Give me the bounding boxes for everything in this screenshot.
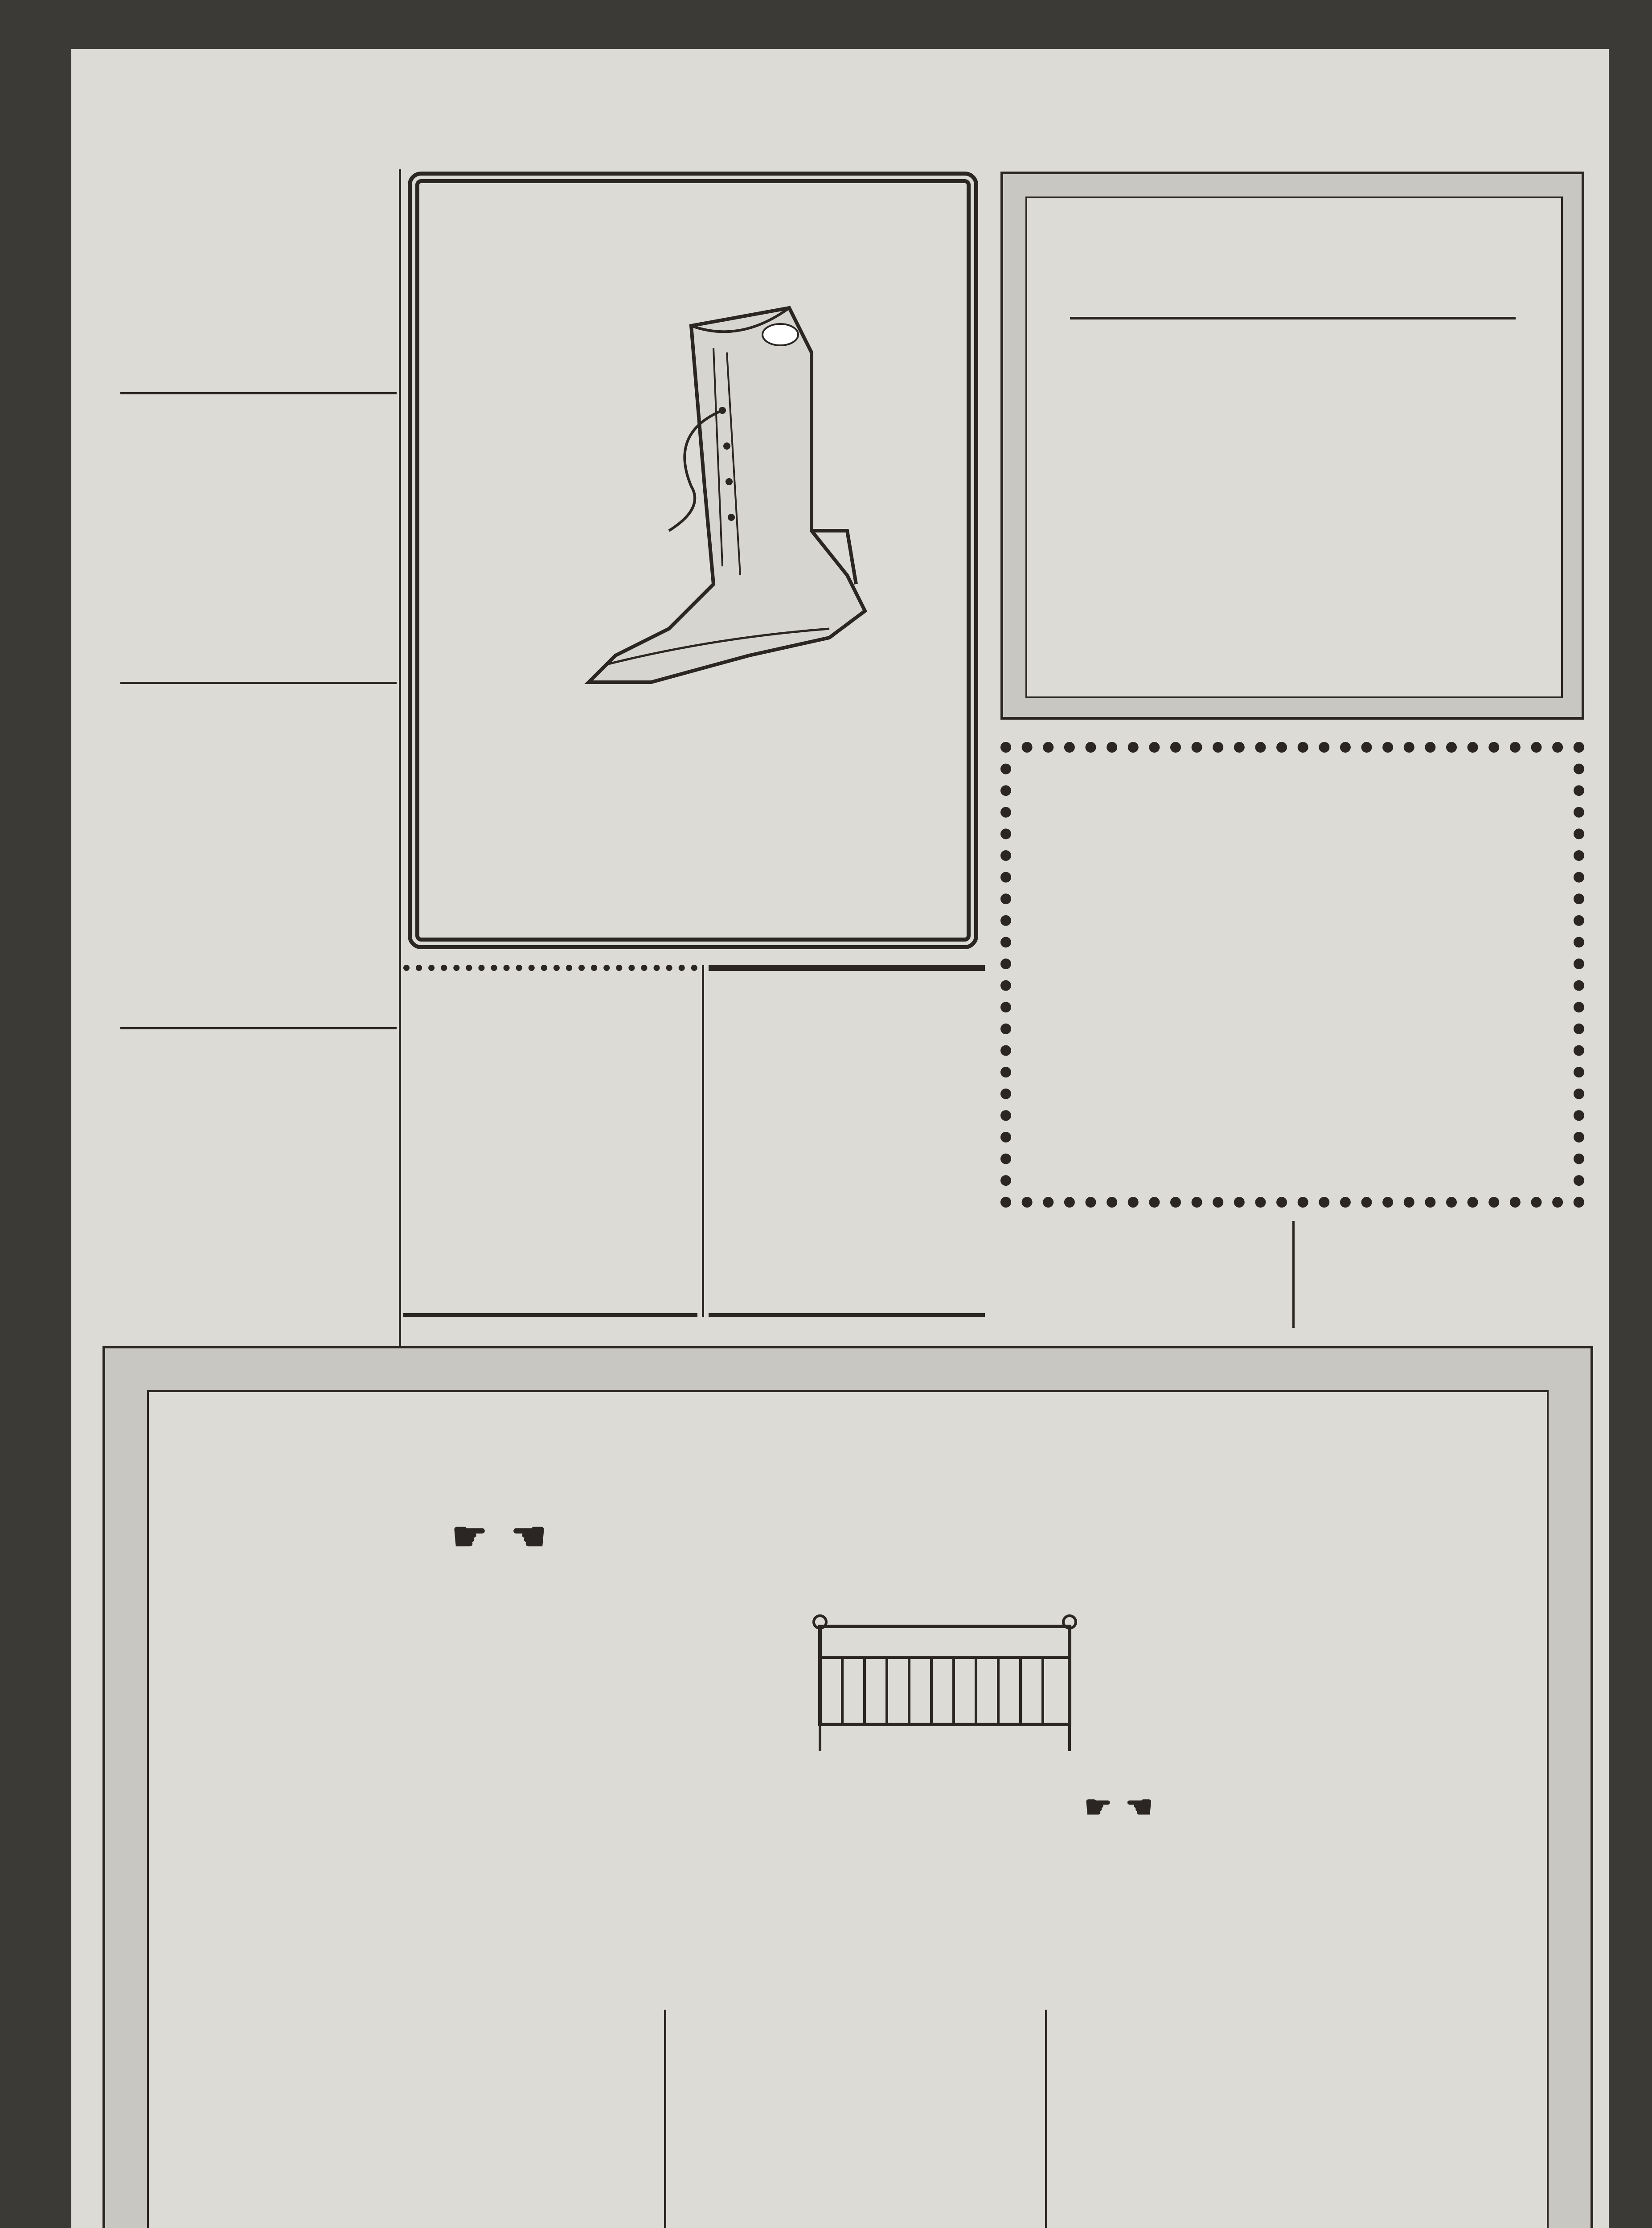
shoe-ad <box>408 172 978 949</box>
beds-offer <box>793 1497 1444 1863</box>
robes-offer <box>267 2005 646 2228</box>
wool-offer <box>1061 2005 1426 2228</box>
mueller-ad <box>1000 742 1584 1208</box>
rent-ad-2 <box>1297 1216 1586 1341</box>
pointing-hand-right-icon: ☛ <box>1125 1788 1153 1825</box>
notice-aufenthalt <box>120 169 397 388</box>
bed-illustration <box>811 1609 1087 1760</box>
shoe-illustration <box>580 299 918 691</box>
notice-column <box>120 169 397 1346</box>
carpets-list <box>664 2010 1047 2228</box>
schimilowitz-ad <box>1000 172 1584 720</box>
lutter-ad <box>709 965 985 1317</box>
pointing-hand-left-icon: ☛ <box>451 1513 488 1560</box>
pointing-hand-right-icon: ☛ <box>511 1513 547 1560</box>
rent-ad-1 <box>996 1216 1290 1341</box>
pointing-hand-left-icon: ☛ <box>1084 1788 1112 1825</box>
trees-offer <box>267 1497 731 1863</box>
buettner-ad <box>403 965 697 1317</box>
